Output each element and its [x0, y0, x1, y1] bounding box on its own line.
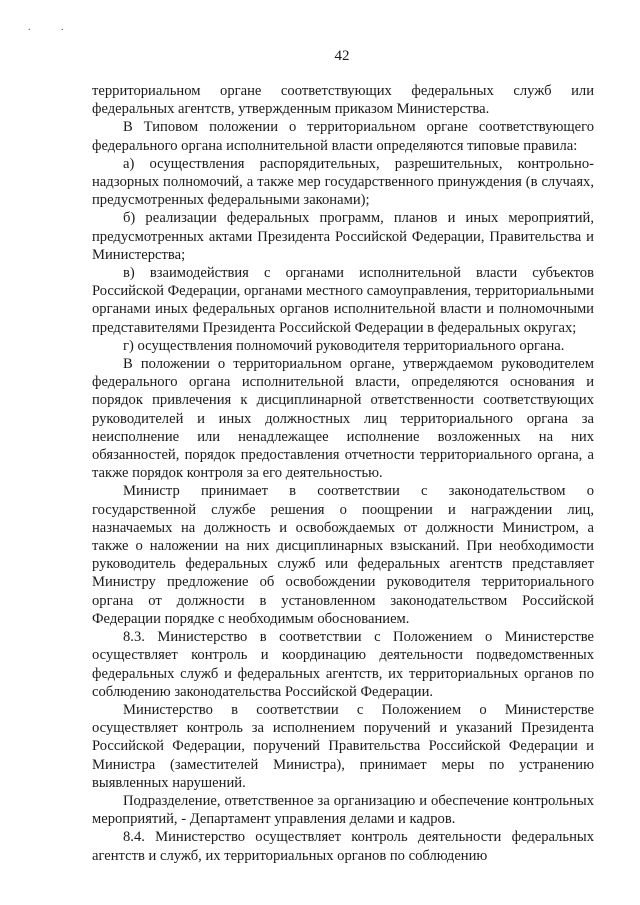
paragraph: В Типовом положении о территориальном органе соответствующего федерального органа исполнительной власти определяются типовые правила:	[92, 119, 594, 154]
document-body	[92, 82, 594, 865]
scan-marks: . .	[28, 22, 78, 33]
paragraph: Подразделение, ответственное за организацию и обеспечение контрольных мероприятий, - Департамент управления делами и кадров.	[92, 792, 594, 828]
paragraph: б) реализации федеральных программ, планов и иных мероприятий, предусмотренных актами Президента Российской Федерации, Правительства и Министерства;	[92, 210, 594, 263]
paragraph: В положении о территориальном органе, утверждаемом руководителем федерального органа исполнительной власти, определяются основания и порядок привлечения к дисциплинарной ответственности соответствующих руководителей и иных должностных лиц территориального органа за неисполнение или ненадлежащее исполнение возложенных на них обязанностей, порядок предоставления отчетности территориального органа, а также порядок контроля за его деятельностью.	[92, 356, 594, 482]
paragraph: Министр принимает в соответствии с законодательством о государственной службе решения о поощрении и награждении лиц, назначаемых на должность и освобождаемых от должности Министром, а также о наложении на них дисциплинарных взысканий. При необходимости руководитель федеральных служб или федеральных агентств представляет Министру предложение об освобождении руководителя территориального органа от должности в установленном законодательством Российской Федерации порядке с необходимым обоснованием.	[92, 483, 594, 627]
paragraph: территориальном органе соответствующих федеральных служб или федеральных агентств, утвержденным приказом Министерства.	[92, 83, 594, 118]
paragraph: 8.4. Министерство осуществляет контроль деятельности федеральных агентств и служб, их территориальных органов по соблюдению	[92, 829, 594, 864]
page-number: 42	[334, 48, 350, 64]
paragraph: Министерство в соответствии с Положением о Министерстве осуществляет контроль за исполнением поручений и указаний Президента Российской Федерации, поручений Правительства Российской Федерации и Министра (заместителей Министра), принимает меры по устранению выявленных нарушений.	[92, 701, 594, 791]
paragraph: 8.3. Министерство в соответствии с Положением о Министерстве осуществляет контроль и координацию деятельности подведомственных федеральных служб и федеральных агентств, их территориальных органов по соблюдению законодательства Российской Федерации.	[92, 629, 594, 700]
paragraph: г) осуществления полномочий руководителя территориального органа.	[123, 337, 565, 354]
paragraph: а) осуществления распорядительных, разрешительных, контрольно-надзорных полномочий, а также мер государственного принуждения (в случаях, предусмотренных федеральными законами);	[92, 155, 594, 209]
paragraph: в) взаимодействия с органами исполнительной власти субъектов Российской Федерации, органами местного самоуправления, территориальными органами иных федеральных органов исполнительной власти и полномочными представителями Президента Российской Федерации в федеральных округах;	[92, 265, 594, 336]
